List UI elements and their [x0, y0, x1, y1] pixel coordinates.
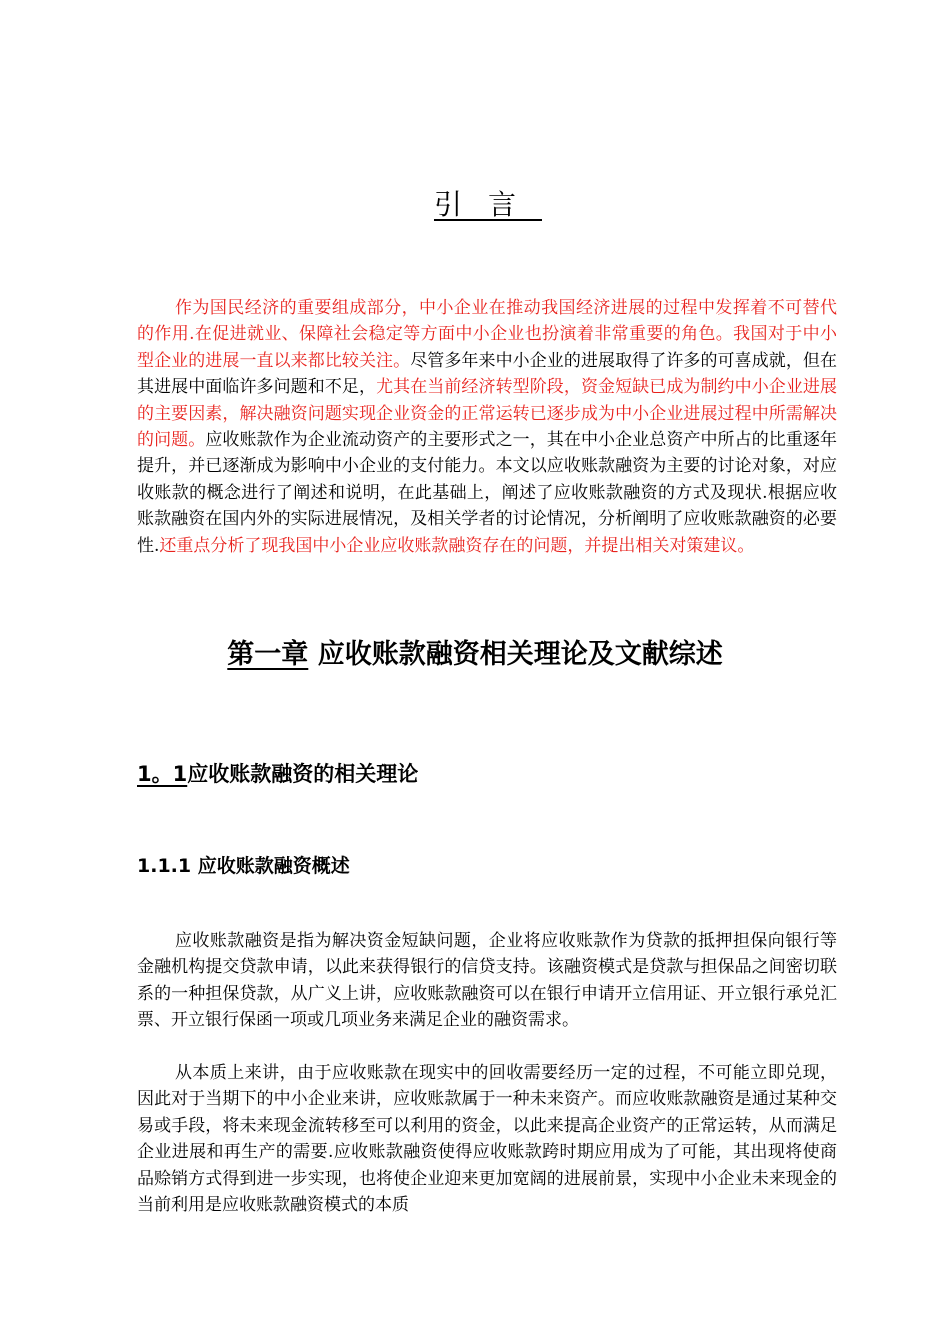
subsection-title: 1.1.1 应收账款融资概述	[137, 855, 350, 877]
intro-title: 引言	[433, 188, 542, 221]
chapter-number: 第一章	[227, 639, 309, 670]
chapter-name: 应收账款融资相关理论及文献综述	[317, 639, 723, 670]
chapter-title	[0, 632, 950, 671]
section-title	[137, 758, 418, 788]
intro-sentence-3: 尤其在当前经济转型阶段，资金短缺已成为制约中小企业进展的主要因素，解决融资问题实现企业资金的正常运转已逐步成为中小企业进展过程中所需解决的问题。	[137, 377, 838, 451]
body-paragraph-1: 应收账款融资是指为解决资金短缺问题，企业将应收账款作为贷款的抵押担保向银行等金融机构提交贷款申请，以此来获得银行的信贷支持。该融资模式是贷款与担保品之间密切联系的一种担保贷款，从广义上讲，应收账款融资可以在银行申请开立信用证、开立银行承兑汇票、开立银行保函一项或几项业务来满足企业的融资需求。	[137, 931, 837, 1031]
intro-sentence-4: 应收账款作为企业流动资产的主要形式之一，其在中小企业总资产中所占的比重逐年提升，并已逐渐成为影响中小企业的支付能力。本文以应收账款融资为主要的讨论对象，对应收账款的概念进行了阐述和说明，在此基础上，阐述了应收账款融资的方式及现状.根据应收账款融资在国内外的实际进展情况，及相关学者的讨论情况，分析阐明了应收账款融资的必要性.	[137, 430, 838, 556]
intro-paragraph	[137, 295, 837, 559]
intro-sentence-1: 作为国民经济的重要组成部分，中小企业在推动我国经济进展的过程中发挥着不可替代的作用.在促进就业、保障社会稳定等方面中小企业也扮演着非常重要的角色。我国对于中小型企业的进展一直以来都比较关注。	[137, 298, 837, 371]
body-paragraph-2: 从本质上来讲，由于应收账款在现实中的回收需要经历一定的过程，不可能立即兑现，因此对于当期下的中小企业来讲，应收账款属于一种未来资产。而应收账款融资是通过某种交易或手段，将未来现金流转移至可以利用的资金，以此来提高企业资产的正常运转，从而满足企业进展和再生产的需要.应收账款融资使得应收账款跨时期应用成为了可能，其出现将使商品赊销方式得到进一步实现，也将使企业迎来更加宽阔的进展前景，实现中小企业未来现金的当前利用是应收账款融资模式的本质	[137, 1063, 837, 1216]
intro-sentence-2: 尽管多年来中小企业的进展取得了许多的可喜成就，但在其进展中面临许多问题和不足，	[137, 350, 838, 398]
intro-sentence-5: 还重点分析了现我国中小企业应收账款融资存在的问题，并提出相关对策建议。	[159, 535, 755, 556]
section-number: 1。1	[137, 762, 188, 786]
section-name: 应收账款融资的相关理论	[187, 762, 419, 786]
